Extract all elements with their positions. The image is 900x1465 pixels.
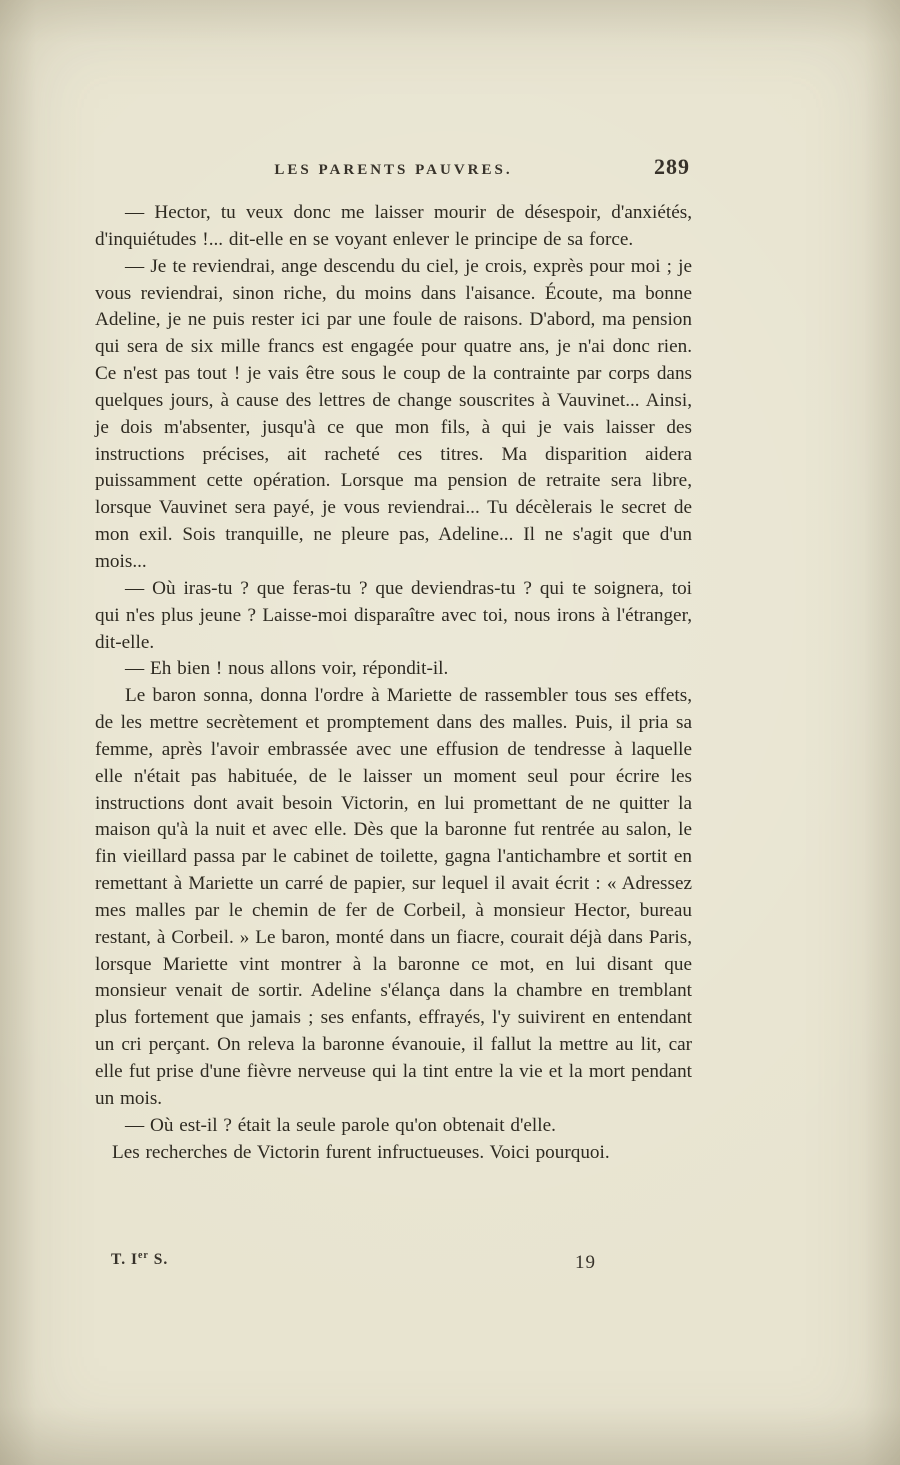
page-number-top: 289 — [654, 154, 690, 179]
volume-signature-suffix: S. — [148, 1251, 169, 1269]
paragraph-dialogue-1: — Hector, tu veux donc me laisser mourir de désespoir, d'anxiétés, d'inquiétudes !... dit-elle en se voyant enlever le principe de sa force. — [95, 202, 692, 250]
paragraph-dialogue-4: — Eh bien ! nous allons voir, répondit-il. — [125, 658, 449, 680]
paragraph-dialogue-5: — Où est-il ? était la seule parole qu'on obtenait d'elle. — [125, 1114, 556, 1136]
page-header — [95, 156, 692, 200]
volume-signature — [111, 1250, 168, 1269]
paragraph-narrative: Le baron sonna, donna l'ordre à Mariette de rassembler tous ses effets, de les mettre secrètement et promptement dans des malles. Puis, il pria sa femme, après l'avoir embrassée avec une effusion de tendresse à laquelle elle n'était pas habituée, de le laisser un moment seul pour écrire les instructions dont avait besoin Victorin, en lui promettant de ne quitter la maison qu'à la nuit et avec elle. Dès que la baronne fut rentrée au salon, le fin vieillard passa par le cabinet de toilette, gagna l'antichambre et sortit en remettant à Mariette un carré de papier, sur lequel il avait écrit : « Adressez mes malles par le chemin de fer de Corbeil, à monsieur Hector, bureau restant, à Corbeil. » Le baron, monté dans un fiacre, courait déjà dans Paris, lorsque Mariette vint montrer à la baronne ce mot, en lui disant que monsieur venait de sortir. Adeline s'élança dans la chambre en tremblant plus fortement que jamais ; ses enfants, effrayés, l'y suivirent en entendant un cri perçant. On releva la baronne évanouie, il fallut la mettre au lit, car elle fut prise d'une fièvre nerveuse qui la tint entre la vie et la mort pendant un mois. — [95, 685, 692, 1109]
volume-signature-superscript: er — [137, 1250, 149, 1261]
paragraph-dialogue-2: — Je te reviendrai, ange descendu du ciel, je crois, exprès pour moi ; je vous reviendrai, sinon riche, du moins dans l'aisance. Écoute, ma bonne Adeline, je ne puis rester ici par une foule de raisons. D'abord, ma pension qui sera de six mille francs est engagée pour quatre ans, je n'ai donc rien. Ce n'est pas tout ! je vais être sous le coup de la contrainte par corps dans quelques jours, à cause des lettres de change souscrites à Vauvinet... Ainsi, je dois m'absenter, jusqu'à ce que mon fils, à qui je vais laisser des instructions précises, ait racheté ces titres. Ma disparition aidera puissamment cette opération. Lorsque ma pension de retraite sera libre, lorsque Vauvinet sera payé, je vous reviendrai... Tu décèlerais le secret de mon exil. Sois tranquille, ne pleure pas, Adeline... Il ne s'agit que d'un mois... — [95, 255, 692, 572]
page-footer — [95, 1248, 692, 1278]
volume-signature-prefix: T. I — [111, 1251, 138, 1269]
page-body — [95, 200, 692, 1166]
page-number-bottom: 19 — [575, 1252, 596, 1273]
text-block — [95, 156, 692, 1166]
paragraph-closing: Les recherches de Victorin furent infructueuses. Voici pourquoi. — [112, 1141, 610, 1163]
paragraph-dialogue-3: — Où iras-tu ? que feras-tu ? que deviendras-tu ? qui te soignera, toi qui n'es plus jeune ? Laisse-moi disparaître avec toi, nous irons à l'étranger, dit-elle. — [95, 577, 692, 653]
running-title: LES PARENTS PAUVRES. — [274, 162, 513, 178]
